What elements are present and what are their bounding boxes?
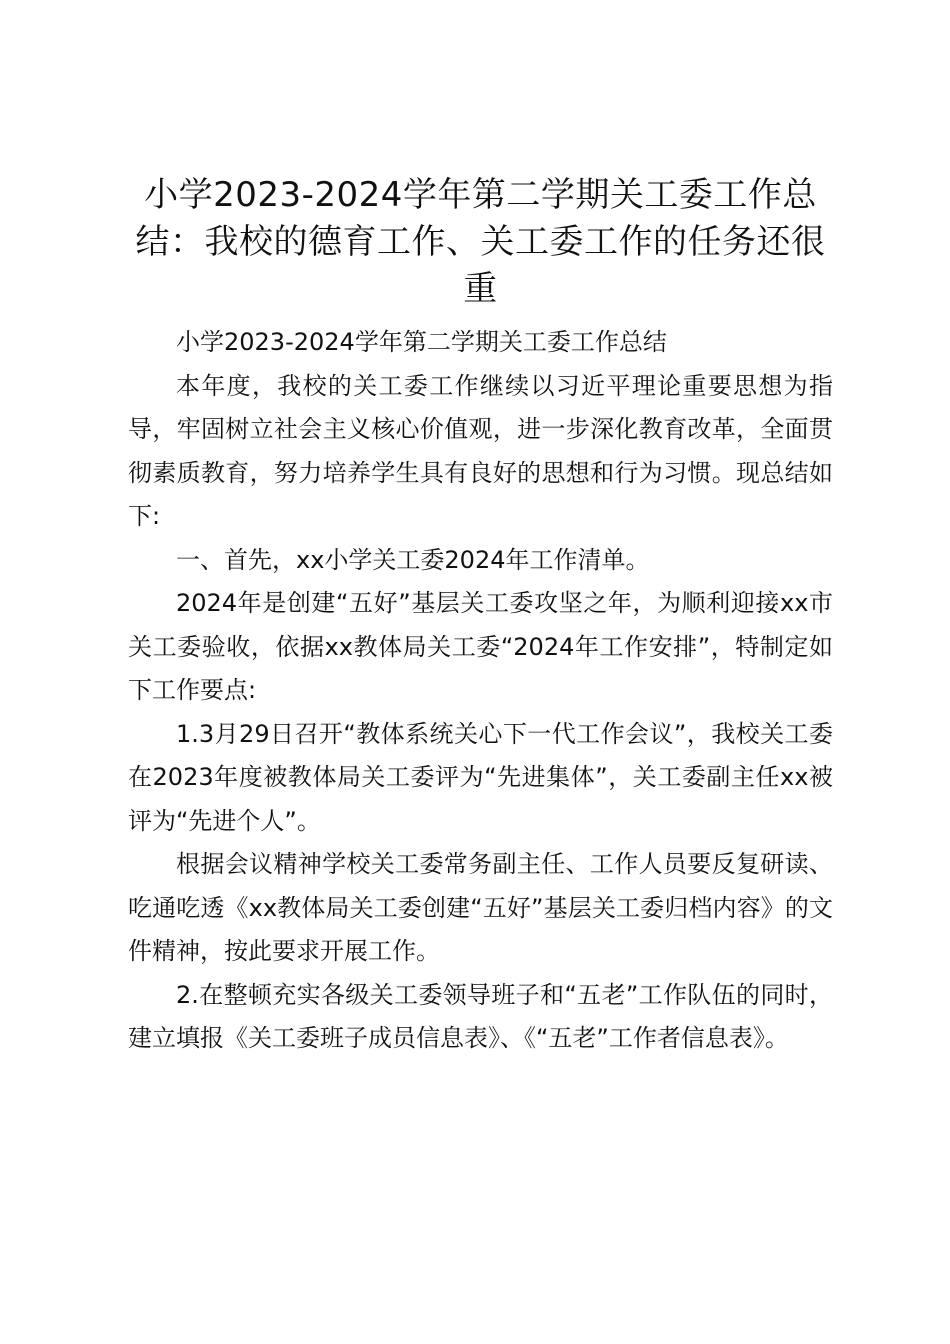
context-paragraph: 2024年是创建“五好”基层关工委攻坚之年，为顺利迎接xx市关工委验收，依据xx教体局关工委“2024年工作安排”，特制定如下工作要点: (128, 589, 833, 704)
guidance-paragraph: 根据会议精神学校关工委常务副主任、工作人员要反复研读、吃通吃透《xx教体局关工委创建“五好”基层关工委归档内容》的文件精神，按此要求开展工作。 (128, 850, 833, 965)
section-heading-paragraph: 一、首先，xx小学关工委2024年工作清单。 (176, 545, 650, 574)
intro-paragraph: 本年度，我校的关工委工作继续以习近平理论重要思想为指导，牢固树立社会主义核心价值观，进一步深化教育改革，全面贯彻素质教育，努力培养学生具有良好的思想和行为习惯。现总结如下: (128, 371, 833, 530)
subtitle-paragraph: 小学2023-2024学年第二学期关工委工作总结 (176, 328, 667, 356)
document-page (128, 172, 833, 1061)
document-title: 小学2023-2024学年第二学期关工委工作总结：我校的德育工作、关工委工作的任务还很重 (135, 175, 826, 309)
item-1-paragraph: 1.3月29日召开“教体系统关心下一代工作会议”，我校关工委在2023年度被教体局关工委评为“先进集体”，关工委副主任xx被评为“先进个人”。 (128, 719, 833, 835)
item-2-paragraph: 2.在整顿充实各级关工委领导班子和“五老”工作队伍的同时，建立填报《关工委班子成员信息表》、《“五老”工作者信息表》。 (128, 980, 833, 1052)
document-body (128, 321, 833, 1061)
